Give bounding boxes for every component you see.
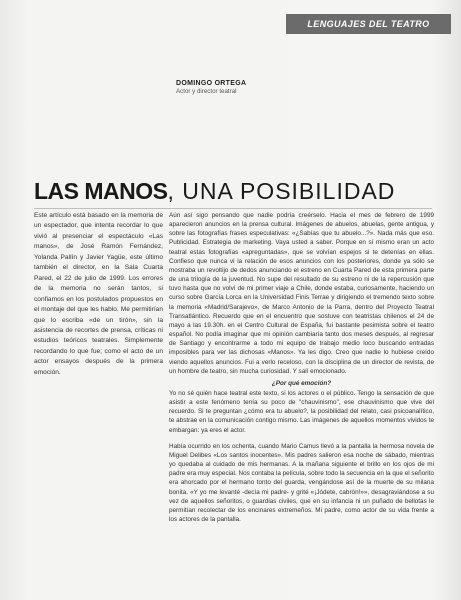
title-bold: LAS MANOS: [34, 178, 168, 204]
paragraph-gap: [169, 435, 434, 442]
author-block: [176, 80, 376, 95]
body-paragraph-1: Aún así sigo pensando que nadie podría creérselo. Hacia el mes de febrero de 1999 aparecieron anuncios en la prensa cultural. Imágenes de abuelos, abuelas, gente antigua, y sobre las fotografías frases especulativas: «¿Sabías que tu abuelo...?». Nada más que eso. Publicidad. Estrategia de marketing. Vaya usted a saber. Porque en sí mismo eran un acto teatral estas fotografías «apreguntadas», que se volvían espejos si te detenías en ellas. Confieso que nunca vi la relación de esos anuncios con los posteriores, donde ya sólo se mostraba un revoltijo de dedos anunciando el estreno en Cuarta Pared de esta primera parte de una trilogía de la juventud. No supe del resultado de su estreno ni de la repercusión que tuvo hasta que no volví de mi primer viaje a Chile, donde estaba, curiosamente, haciendo un curso sobre García Lorca en la Universidad Finis Terrae y dirigiendo el tremendo texto sobre la memoria «Madrid/Sarajevo», de Marco Antonio de la Parra, dentro del Proyecto Teatral Transatlántico. Recuerdo que en el encuentro que sostuve con teatristas chilenos el 24 de mayo a las 19.30h. en el Centro Cultural de España, fui bastante pesimista sobre el teatro español. No podía imaginar que mi opinión cambiaría tanto dos meses después, al regresar de Santiago y encontrarme a todo mi equipo de trabajo medio loco buscando entradas imposibles para ver las dichosas «Manos». Ya les digo. Creo que nadie lo hubiese creído viendo aquellos anuncios. Fui a verlo receloso, con la disciplina de un director de revista, de un hombre de teatro, sin mucha curiosidad. Y salí emocionado.: [169, 212, 434, 375]
article-body: [169, 211, 434, 524]
bleed-through-texture: [327, 48, 447, 198]
author-role: Actor y director teatral: [176, 88, 237, 95]
body-paragraph-2: Yo no sé quién hace teatral este texto, si los actores o el público. Tengo la sensación de que asistir a este fenómeno tenía su poco de "chauvinismo", ese chauvinismo que vive del recuerdo. Si te preguntan ¿cómo era tu abuelo?, la posibilidad del relato, casi psicoanalítico, te abstrae en la comunicación contigo mismo. Las imágenes de aquellos momentos vividos te embargan: ya eres el actor.: [169, 389, 434, 434]
title-rest: , UNA POSIBILIDAD: [167, 178, 396, 204]
author-name: DOMINGO ORTEGA: [176, 80, 247, 87]
section-subtitle: ¿Por qué emoción?: [271, 379, 332, 387]
article-title: [34, 178, 395, 204]
title-rule: [34, 208, 432, 209]
intro-column: Este artículo está basado en la memoria de un espectador, que intenta recordar lo que vivió al presenciar el espectáculo «Las manos», de José Ramón Fernández, Yolanda Pallín y Javier Yagüe, este último también el director, en la Sala Cuarta Pared, el 22 de julio de 1999. Los errores de la memoria no serán tantos, si confiamos en los postulados propuestos en el montaje del que les hablo. Me permitirían que lo escriba «de un tirón», sin la asistencia de recortes de prensa, críticas ni estudios teóricos teatrales. Simplemente recordando lo que fue; como el acto de un actor ensayos después de la primera emoción.: [34, 212, 163, 376]
section-header: LENGUAJES DEL TEATRO: [286, 14, 451, 34]
body-paragraph-3: Había ocurrido en los ochenta, cuando Mario Camus llevó a la pantalla la hermosa novela de Miguel Delibes «Los santos inocentes». Mis padres salieron esa noche de sábado, mientras yo quedaba al cuidado de mis hermanas. A la mañana siguiente el brillo en los ojos de mi padre era muy especial. Nos contaba la película, sobre todo la secuencia en la que el señorito era ahorcado por el hermano tonto del guarda, vengándose así de la muerte de su milana bonita. «Y yo me levanté -decía mi padre- y grité «¡Jódete, cabrón!»», desagraviándose a su vez de aquellos señoritos, o guardias civiles, que en su infancia ni un puñado de bellotas le permitían recolectar de los encinares extremeños. Mi padre, como actor de su vida frente a los actores de la pantalla.: [169, 442, 434, 523]
